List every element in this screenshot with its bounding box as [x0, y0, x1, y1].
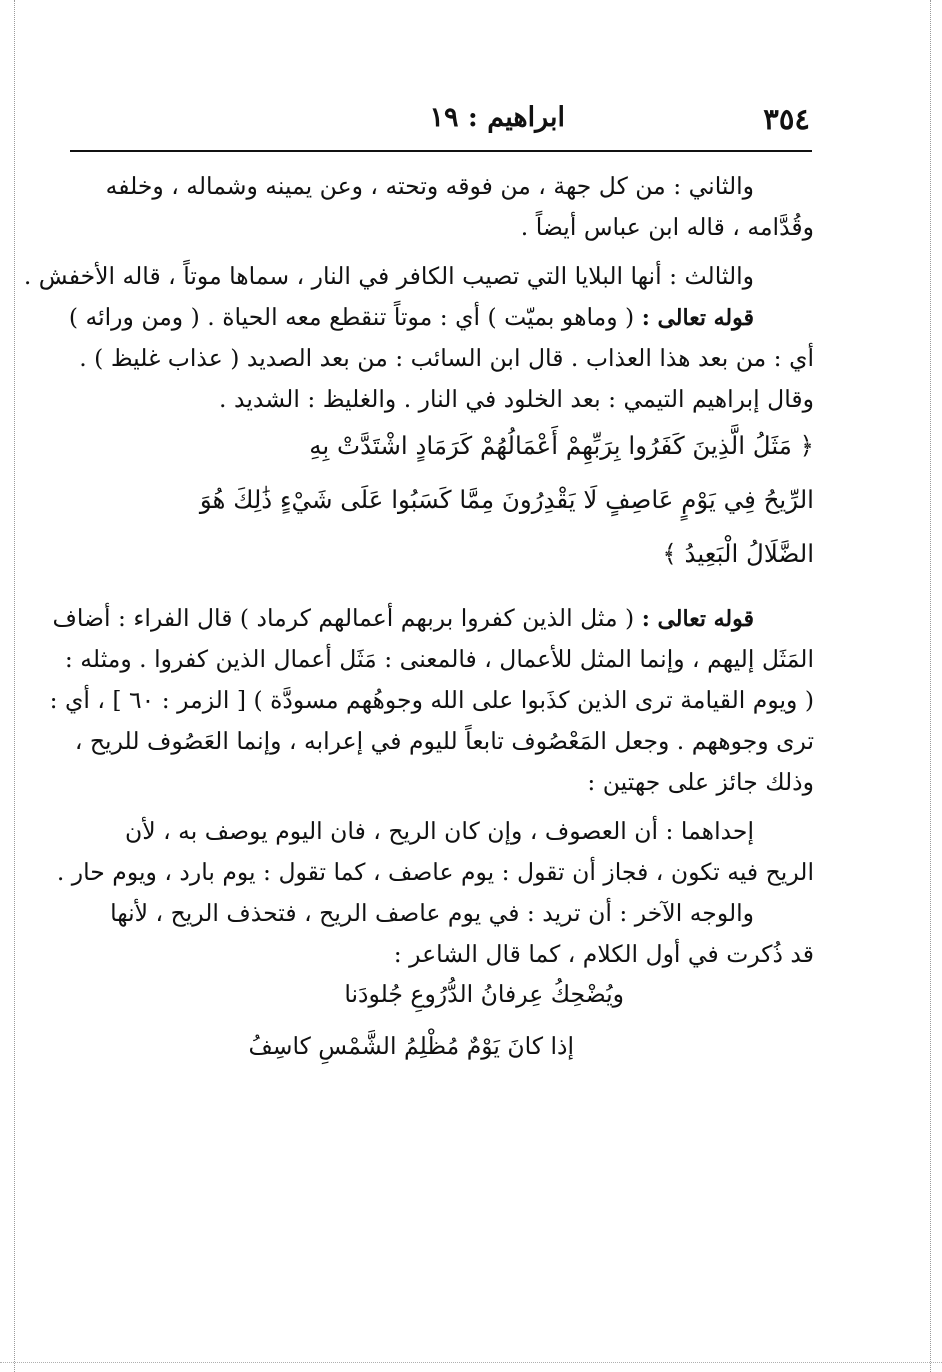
quran-verse	[72, 420, 814, 582]
scan-margin-right	[930, 0, 931, 1372]
text-line: والوجه الآخر : أن تريد : في يوم عاصف الريح ، فتحذف الريح ، لأنها	[110, 899, 754, 927]
running-head	[70, 100, 810, 144]
text-line: وذلك جائز على جهتين :	[587, 768, 814, 796]
text-line: الريح فيه تكون ، فجاز أن تقول : يوم عاصف ، كما تقول : يوم بارد ، ويوم حار .	[56, 858, 814, 886]
header-rule	[70, 150, 812, 152]
scan-margin-bottom	[0, 1362, 942, 1363]
poem-line: ويُضْحِكُ عِرفانُ الدُّرُوعِ جُلودَنا	[344, 980, 624, 1008]
text-line: والثالث : أنها البلايا التي تصيب الكافر في النار ، سماها موتاً ، قاله الأخفش .	[23, 262, 754, 290]
body-text	[23, 160, 814, 1073]
text-line: والثاني : من كل جهة ، من فوقه وتحته ، وعن يمينه وشماله ، وخلفه	[105, 172, 754, 200]
verse-line: ﴿ مَثَلُ الَّذِينَ كَفَرُوا بِرَبِّهِمْ أَعْمَالُهُمْ كَرَمَادٍ اشْتَدَّتْ بِهِ	[309, 431, 814, 460]
text-line: قد ذُكرت في أول الكلام ، كما قال الشاعر :	[393, 940, 814, 968]
lead-label: قوله تعالى :	[641, 606, 754, 632]
text-line: المَثَل إليهم ، وإنما المثل للأعمال ، فالمعنى : مَثَل أعمال الذين كفروا . ومثله :	[64, 645, 814, 673]
page-number: ٣٥٤	[763, 102, 810, 136]
text-segment: ( مثل الذين كفروا بربهم أعمالهم كرماد ) قال الفراء : أضاف	[52, 604, 635, 632]
text-line: ترى وجوههم . وجعل المَعْصُوف تابعاً لليوم في إعرابه ، وإنما العَصُوف للريح ،	[74, 727, 814, 755]
text-line: أي : من بعد هذا العذاب . قال ابن السائب : من بعد الصديد ( عذاب غليظ ) .	[79, 344, 814, 372]
text-line: وقُدَّامه ، قاله ابن عباس أيضاً .	[520, 213, 814, 241]
text-line: وقال إبراهيم التيمي : بعد الخلود في النار . والغليظ : الشديد .	[219, 385, 814, 413]
text-line	[52, 592, 814, 633]
text-line: إحداهما : أن العصوف ، وإن كان الريح ، فان اليوم يوصف به ، لأن	[125, 817, 754, 845]
verse-line: الرِّيحُ فِي يَوْمٍ عَاصِفٍ لَا يَقْدِرُونَ مِمَّا كَسَبُوا عَلَى شَيْءٍ ذَٰلِكَ هُوَ	[199, 485, 814, 514]
verse-line: الضَّلَالُ الْبَعِيدُ ﴾	[662, 539, 814, 568]
scan-margin-left	[14, 0, 15, 1372]
lead-label: قوله تعالى :	[641, 305, 754, 331]
running-title: ابراهيم : ١٩	[429, 102, 565, 133]
text-segment: ( وماهو بميّت ) أي : موتاً تنقطع معه الحياة . ( ومن ورائه )	[68, 303, 635, 331]
text-line: ( ويوم القيامة ترى الذين كذَبوا على الله وجوهُهم مسودَّة ) [ الزمر : ٦٠ ] ، أي :	[49, 686, 814, 714]
text-line	[68, 291, 814, 332]
poem-line: إذا كانَ يَوْمٌ مُظْلِمُ الشَّمْسِ كاسِفُ	[248, 1032, 574, 1060]
